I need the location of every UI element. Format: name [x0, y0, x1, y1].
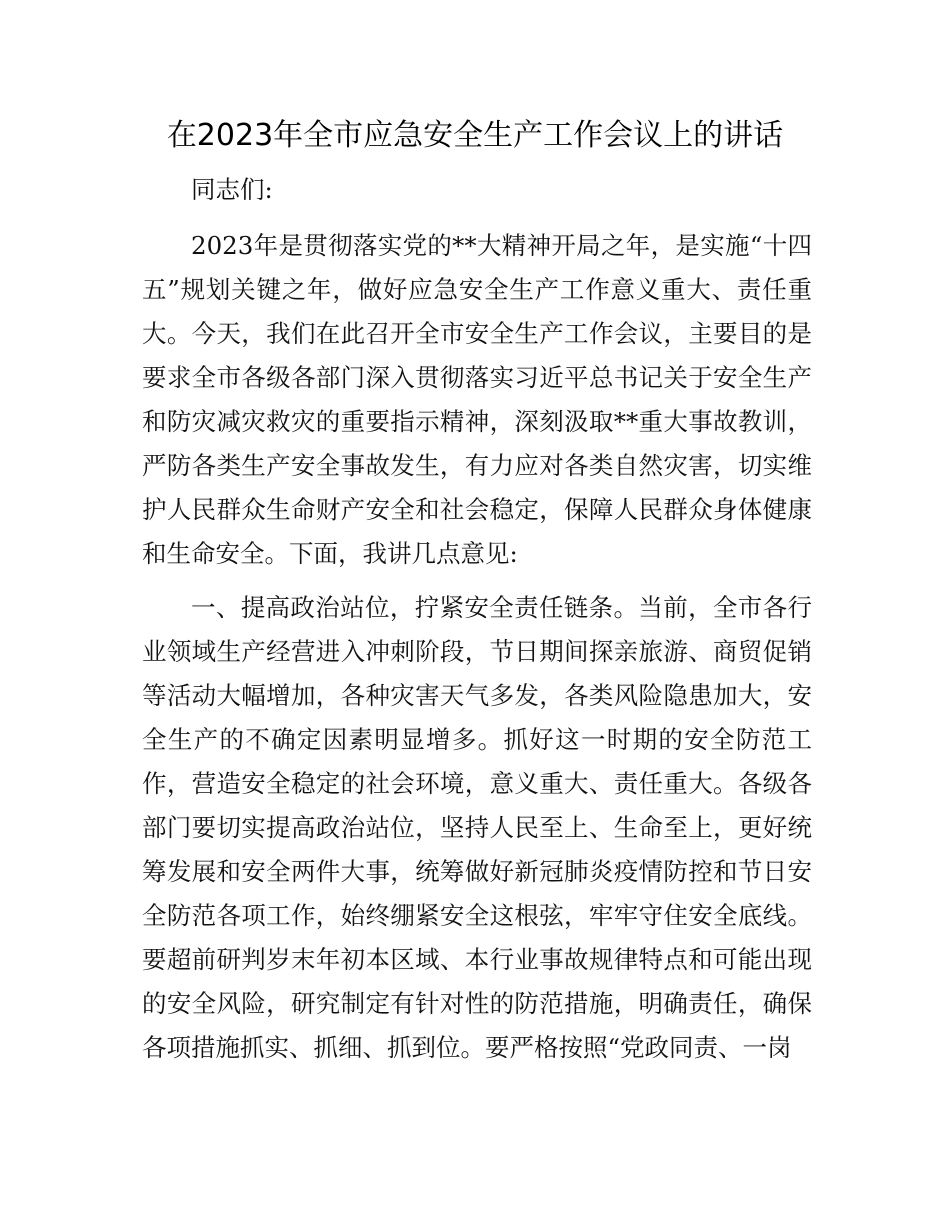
paragraph-intro: 2023年是贯彻落实党的**大精神开局之年，是实施“十四五”规划关键之年，做好应急安全生产工作意义重大、责任重大。今天，我们在此召开全市安全生产工作会议，主要目的是要求全市各级各部门深入贯彻落实习近平总书记关于安全生产和防灾减灾救灾的重要指示精神，深刻汲取**重大事故教训，严防各类生产安全事故发生，有力应对各类自然灾害，切实维护人民群众生命财产安全和社会稳定，保障人民群众身体健康和生命安全。下面，我讲几点意见:: [142, 231, 812, 568]
document-body: [142, 168, 812, 1070]
document-title: 在2023年全市应急安全生产工作会议上的讲话: [166, 118, 784, 153]
paragraph-section-one: 一、提高政治站位，拧紧安全责任链条。当前，全市各行业领域生产经营进入冲刺阶段，节日期间探亲旅游、商贸促销等活动大幅增加，各种灾害天气多发，各类风险隐患加大，安全生产的不确定因素明显增多。抓好这一时期的安全防范工作，营造安全稳定的社会环境，意义重大、责任重大。各级各部门要切实提高政治站位，坚持人民至上、生命至上，更好统筹发展和安全两件大事，统筹做好新冠肺炎疫情防控和节日安全防范各项工作，始终绷紧安全这根弦，牢牢守住安全底线。要超前研判岁末年初本区域、本行业事故规律特点和可能出现的安全风险，研究制定有针对性的防范措施，明确责任，确保各项措施抓实、抓细、抓到位。要严格按照“党政同责、一岗: [142, 593, 812, 1062]
salutation: 同志们:: [191, 175, 273, 204]
